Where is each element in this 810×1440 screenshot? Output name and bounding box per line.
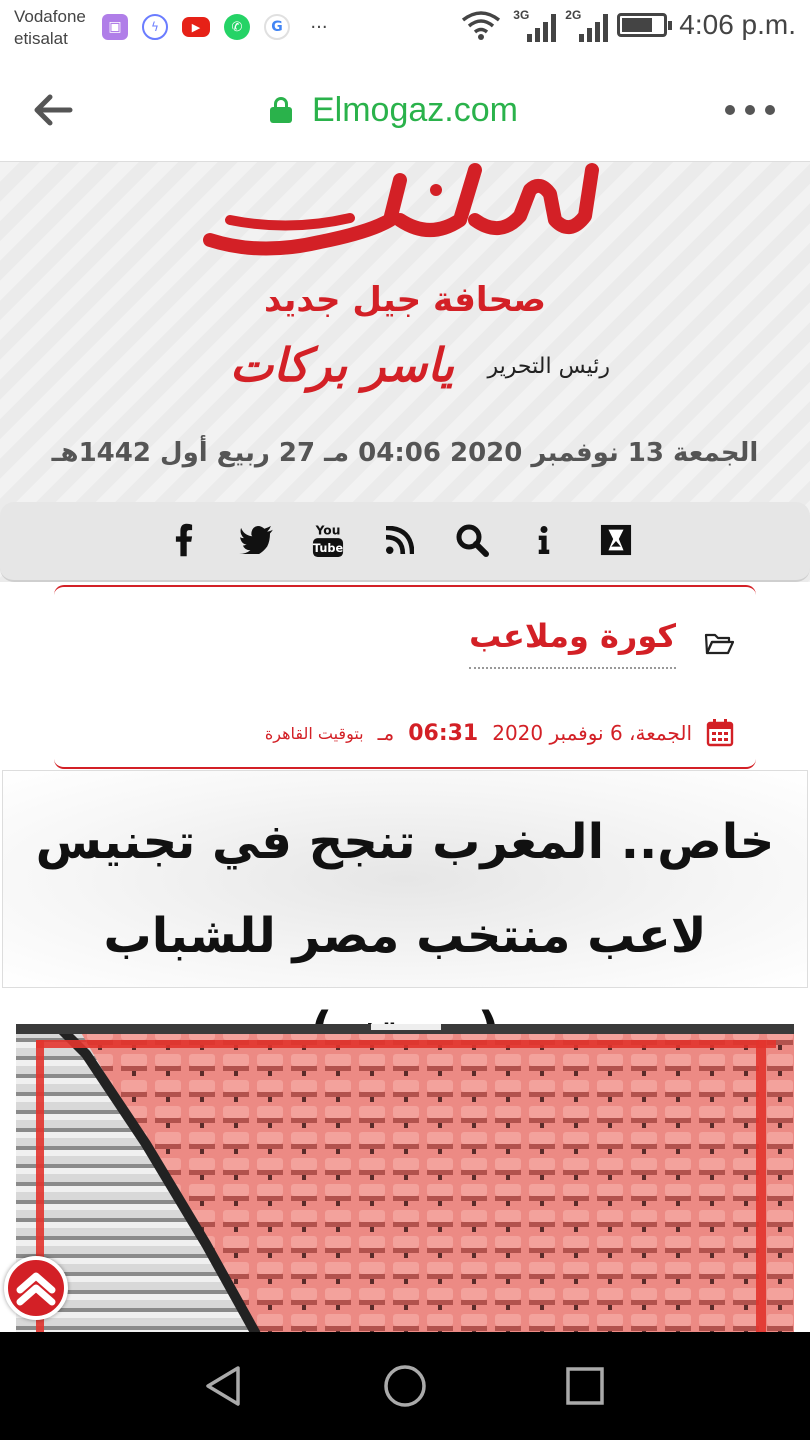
editor-in-chief bbox=[210, 338, 610, 398]
back-button[interactable] bbox=[30, 88, 74, 132]
mosque-icon[interactable] bbox=[598, 518, 634, 562]
carrier-line-1: Vodafone bbox=[14, 7, 86, 26]
svg-text:You: You bbox=[315, 523, 341, 538]
status-bar bbox=[0, 0, 810, 58]
rss-icon[interactable] bbox=[382, 518, 418, 562]
signal-3g-icon bbox=[513, 8, 553, 42]
gallery-icon: ▣ bbox=[102, 14, 128, 40]
messenger-icon: ϟ bbox=[142, 14, 168, 40]
network-label-1: 3G bbox=[513, 8, 530, 22]
carrier-label bbox=[14, 6, 86, 50]
carrier-line-2: etisalat bbox=[14, 29, 68, 48]
signal-2g-icon bbox=[565, 8, 605, 42]
editor-name: ياسر بركات bbox=[229, 338, 454, 392]
publish-timezone: بتوقيت القاهرة bbox=[264, 723, 364, 743]
publish-time: 06:31 bbox=[408, 720, 479, 746]
info-icon[interactable] bbox=[526, 518, 562, 562]
youtube-icon: ▶ bbox=[182, 17, 210, 37]
whatsapp-icon: ✆ bbox=[224, 14, 250, 40]
article-headline: خاص.. المغرب تنجح في تجنيس لاعب منتخب مصر للشباب bbox=[35, 814, 775, 964]
nav-home-button[interactable] bbox=[379, 1360, 431, 1412]
social-bar bbox=[0, 502, 810, 582]
search-icon[interactable] bbox=[454, 518, 490, 562]
editor-label: رئيس التحرير bbox=[487, 354, 610, 379]
square-recents-icon bbox=[559, 1360, 611, 1412]
battery-fill bbox=[622, 18, 652, 32]
nav-back-button[interactable] bbox=[198, 1360, 250, 1412]
svg-text:Tube: Tube bbox=[312, 542, 344, 556]
network-label-2: 2G bbox=[565, 8, 582, 22]
more-notifications-icon: ··· bbox=[310, 16, 328, 38]
more-dots-icon bbox=[720, 88, 780, 132]
publish-date bbox=[265, 719, 734, 747]
nav-recents-button[interactable] bbox=[559, 1360, 611, 1412]
notification-icons bbox=[102, 14, 334, 40]
header-date: الجمعة 13 نوفمبر 2020 04:06 مـ 27 ربيع أول 1442هـ bbox=[51, 438, 759, 468]
google-icon: G bbox=[264, 14, 290, 40]
triangle-back-icon bbox=[198, 1360, 250, 1412]
overflow-menu-button[interactable] bbox=[720, 88, 780, 132]
folder-open-icon bbox=[704, 632, 734, 654]
url-text: Elmogaz.com bbox=[312, 90, 518, 129]
clock: 4:06 p.m. bbox=[679, 9, 796, 40]
article-image[interactable] bbox=[16, 1024, 794, 1334]
facebook-icon[interactable] bbox=[166, 518, 202, 562]
youtube-icon[interactable] bbox=[310, 518, 346, 562]
lock-icon bbox=[270, 97, 292, 123]
system-icons bbox=[461, 8, 796, 42]
article-meta-card bbox=[54, 585, 756, 769]
wifi-icon bbox=[461, 10, 501, 40]
site-slogan: صحافة جيل جديد bbox=[264, 280, 546, 320]
headline-box bbox=[2, 770, 808, 988]
address-bar[interactable] bbox=[270, 86, 518, 134]
browser-toolbar bbox=[0, 58, 810, 162]
double-chevron-up-icon bbox=[8, 1260, 64, 1316]
site-logo[interactable] bbox=[200, 160, 610, 258]
scroll-to-top-button[interactable] bbox=[4, 1256, 68, 1320]
publish-date-text: الجمعة، 6 نوفمبر 2020 bbox=[492, 721, 692, 745]
circle-home-icon bbox=[379, 1360, 431, 1412]
twitter-icon[interactable] bbox=[238, 518, 274, 562]
calendar-icon bbox=[706, 719, 734, 747]
arrow-left-icon bbox=[30, 88, 74, 132]
publish-time-suffix: مـ bbox=[377, 721, 395, 745]
system-nav-bar bbox=[0, 1332, 810, 1440]
category-link[interactable]: كورة وملاعب bbox=[469, 617, 676, 669]
battery-icon bbox=[617, 13, 667, 37]
